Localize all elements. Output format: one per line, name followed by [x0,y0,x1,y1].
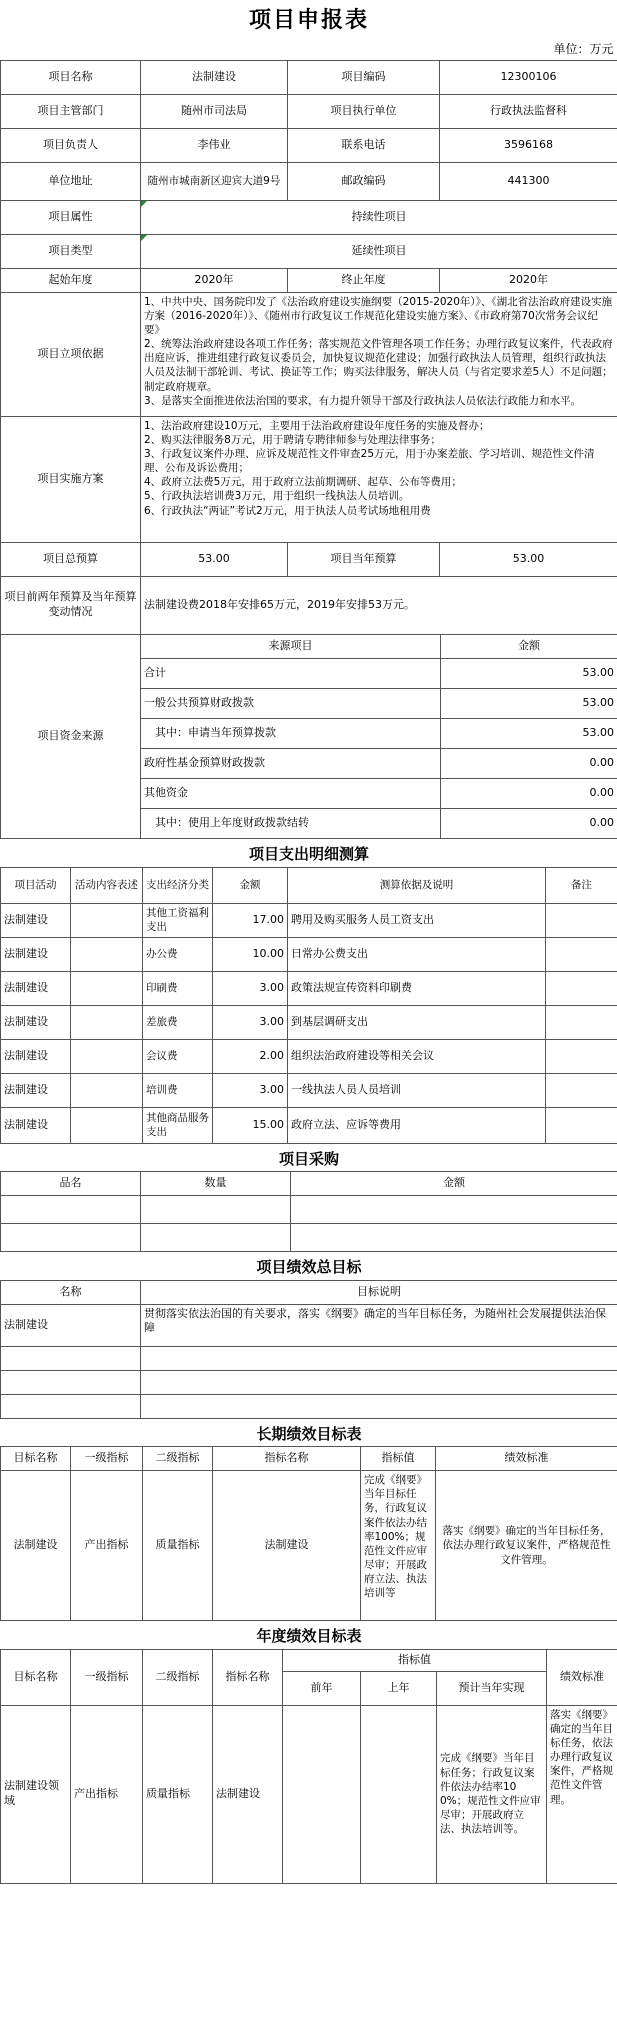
expense-desc [71,971,143,1005]
table-row [1,971,617,1005]
table-row [1,903,617,937]
annual-header-value: 指标值 [283,1649,547,1671]
annual-prev1 [361,1705,437,1883]
procurement-header-item: 品名 [1,1172,141,1196]
owner-value: 李伟业 [141,128,288,162]
funding-row-name: 其中：使用上年度财政拨款结转 [141,809,441,839]
expense-basis: 组织法治政府建设等相关会议 [288,1039,546,1073]
funding-table [0,635,617,840]
annual-standard: 落实《纲要》确定的当年目标任务，依法办理行政复议案件，严格规范性文件管理。 [547,1705,617,1883]
expense-note [546,1005,617,1039]
long-term-header-name: 目标名称 [1,1447,71,1471]
expense-header-amount: 金额 [213,867,288,903]
expense-category: 印刷费 [143,971,213,1005]
funding-source-header: 来源项目 [141,635,441,659]
annual-expected: 完成《纲要》当年目标任务；行政复议案件依法办结率100%；规范性文件应审尽审；开展政府立法、执法培训等。 [437,1705,547,1883]
type-value [141,234,617,268]
annual-header-level1: 一级指标 [71,1649,143,1705]
long-term-header-indicator: 指标名称 [213,1447,361,1471]
type-label: 项目类型 [1,234,141,268]
long-term-value: 完成《纲要》当年目标任务，行政复议案件依法办结率100%；规范性文件应审尽审；开展政府立法、执法培训等 [361,1471,436,1621]
table-row [1,1304,617,1346]
expense-activity: 法制建设 [1,1039,71,1073]
start-label: 起始年度 [1,268,141,292]
table-row [1,1196,617,1224]
expense-basis: 聘用及购买服务人员工资支出 [288,903,546,937]
annual-prev2 [283,1705,361,1883]
table-row [1,1346,617,1370]
expense-amount: 3.00 [213,1073,288,1107]
annual-level2: 质量指标 [143,1705,213,1883]
expense-category: 培训费 [143,1073,213,1107]
expense-note [546,971,617,1005]
expense-note [546,1073,617,1107]
funding-row-amount: 53.00 [441,689,617,719]
phone-label: 联系电话 [288,128,440,162]
expense-amount: 17.00 [213,903,288,937]
expense-basis: 政府立法、应诉等费用 [288,1107,546,1143]
expense-amount: 2.00 [213,1039,288,1073]
basis-label: 项目立项依据 [1,292,141,416]
year-budget-value: 53.00 [440,542,617,576]
funding-row-name: 一般公共预算财政拨款 [141,689,441,719]
expense-activity: 法制建设 [1,1107,71,1143]
project-code-value: 12300106 [440,60,617,94]
annual-title: 年度绩效目标表 [1,1621,617,1649]
funding-row-amount: 53.00 [441,659,617,689]
funding-row-amount: 0.00 [441,749,617,779]
procurement-header-qty: 数量 [141,1172,291,1196]
table-row [1,1107,617,1143]
procurement-title: 项目采购 [1,1144,617,1172]
table-row [1,1224,617,1252]
expense-desc [71,1073,143,1107]
long-term-indicator: 法制建设 [213,1471,361,1621]
perf-total-desc: 贯彻落实依法治国的有关要求，落实《纲要》确定的当年目标任务，为随州社会发展提供法治保障 [141,1304,617,1346]
table-row [1,1394,617,1418]
expense-activity: 法制建设 [1,1005,71,1039]
expense-category: 会议费 [143,1039,213,1073]
funding-row-name: 合计 [141,659,441,689]
funding-label: 项目资金来源 [1,635,141,839]
expense-activity: 法制建设 [1,903,71,937]
change-label: 项目前两年预算及当年预算变动情况 [1,576,141,634]
annual-level1: 产出指标 [71,1705,143,1883]
attr-value-text: 持续性项目 [351,209,407,223]
funding-row-amount: 0.00 [441,779,617,809]
expense-activity: 法制建设 [1,971,71,1005]
annual-header-prev1: 上年 [361,1671,437,1705]
project-info-table [0,0,617,635]
expense-header-desc: 活动内容表述 [71,867,143,903]
long-term-level1: 产出指标 [71,1471,143,1621]
long-term-header-value: 指标值 [361,1447,436,1471]
expense-category: 其他工资福利支出 [143,903,213,937]
annual-header-expected: 预计当年实现 [437,1671,547,1705]
perf-total-title: 项目绩效总目标 [1,1252,617,1280]
funding-row-name: 其他资金 [141,779,441,809]
long-term-name: 法制建设 [1,1471,71,1621]
exec-unit-label: 项目执行单位 [288,94,440,128]
start-value: 2020年 [141,268,288,292]
postcode-value: 441300 [440,162,617,200]
type-value-text: 延续性项目 [351,243,407,257]
perf-total-name: 法制建设 [1,1304,141,1346]
expense-basis: 一线执法人员人员培训 [288,1073,546,1107]
long-term-table [0,1419,617,1622]
funding-row-name: 政府性基金预算财政拨款 [141,749,441,779]
attr-value [141,200,617,234]
expense-amount: 10.00 [213,937,288,971]
expense-category: 办公费 [143,937,213,971]
perf-total-table [0,1252,617,1419]
change-value: 法制建设费2018年安排65万元，2019年安排53万元。 [141,576,617,634]
plan-value: 1、法治政府建设10万元，主要用于法治政府建设年度任务的实施及督办； 2、购买法律服务8万元，用于聘请专聘律师参与处理法律事务； 3、行政复议案件办理、应诉及规范性文件审查25万元，用于办案差旅、学习培训、规范性文件清理、公布及诉讼费用； 4、政府立法费5万元，用于政府立法前期调研、起草、公布等费用； 5、行政执法培训费3万元，用于组织一线执法人员培训。 6、行政执法“两证”考试2万元，用于执法人员考试场地租用费 [141,416,617,542]
annual-header-prev2: 前年 [283,1671,361,1705]
annual-header-indicator: 指标名称 [213,1649,283,1705]
unit-label: 单位：万元 [553,41,614,56]
expense-note [546,1039,617,1073]
table-row [1,1039,617,1073]
expense-basis: 政策法规宣传资料印刷费 [288,971,546,1005]
long-term-standard: 落实《纲要》确定的当年目标任务，依法办理行政复议案件，严格规范性文件管理。 [436,1471,617,1621]
total-budget-value: 53.00 [141,542,288,576]
expense-amount: 15.00 [213,1107,288,1143]
page-title: 项目申报表 [248,8,369,34]
table-row [1,937,617,971]
expense-note [546,1107,617,1143]
dept-value: 随州市司法局 [141,94,288,128]
expense-note [546,903,617,937]
address-value: 随州市城南新区迎宾大道9号 [141,162,288,200]
expense-table [0,839,617,1144]
expense-header-note: 备注 [546,867,617,903]
owner-label: 项目负责人 [1,128,141,162]
annual-header-name: 目标名称 [1,1649,71,1705]
perf-total-header-desc: 目标说明 [141,1280,617,1304]
table-row [1,1471,617,1621]
exec-unit-value: 行政执法监督科 [440,94,617,128]
funding-amount-header: 金额 [441,635,617,659]
year-budget-label: 项目当年预算 [288,542,440,576]
annual-indicator: 法制建设 [213,1705,283,1883]
long-term-level2: 质量指标 [143,1471,213,1621]
expense-category: 其他商品服务支出 [143,1107,213,1143]
expense-header-activity: 项目活动 [1,867,71,903]
table-row [1,1073,617,1107]
expense-desc [71,1039,143,1073]
expense-activity: 法制建设 [1,937,71,971]
expense-amount: 3.00 [213,1005,288,1039]
basis-value: 1、中共中央、国务院印发了《法治政府建设实施纲要（2015-2020年）》、《湖北省法治政府建设实施方案（2016-2020年）》、《随州市行政复议工作规范化建设实施方案》、《市政府第70次常务会议纪要》 2、统筹法治政府建设各项工作任务；落实规范文件管理各项工作任务；办理行政复议案件，代表政府出庭应诉，推进组建行政复议委员会，加快复议规范化建设；加强行政执法人员管理，组织行政执法人员及法制干部轮训、考试、换证等工作；购买法律服务，解决人员（与省定要求差5人）不足问题；制定政府规章。 3、是落实全面推进依法治国的要求，有力提升领导干部及行政执法人员依法行政能力和水平。 [141,292,617,416]
annual-name: 法制建设领域 [1,1705,71,1883]
total-budget-label: 项目总预算 [1,542,141,576]
long-term-header-level1: 一级指标 [71,1447,143,1471]
expense-header-category: 支出经济分类 [143,867,213,903]
project-name-value: 法制建设 [141,60,288,94]
annual-header-level2: 二级指标 [143,1649,213,1705]
expense-header-basis: 测算依据及说明 [288,867,546,903]
expense-note [546,937,617,971]
funding-row-amount: 53.00 [441,719,617,749]
table-row [1,1005,617,1039]
perf-total-header-name: 名称 [1,1280,141,1304]
plan-label: 项目实施方案 [1,416,141,542]
table-row [1,1705,617,1883]
expense-amount: 3.00 [213,971,288,1005]
annual-header-standard: 绩效标准 [547,1649,617,1705]
expense-category: 差旅费 [143,1005,213,1039]
funding-row-name: 其中：申请当年预算拨款 [141,719,441,749]
long-term-header-standard: 绩效标准 [436,1447,617,1471]
end-value: 2020年 [440,268,617,292]
long-term-title: 长期绩效目标表 [1,1419,617,1447]
expense-desc [71,1005,143,1039]
annual-table [0,1621,617,1884]
procurement-table [0,1144,617,1253]
expense-desc [71,1107,143,1143]
project-code-label: 项目编码 [288,60,440,94]
expense-activity: 法制建设 [1,1073,71,1107]
phone-value: 3596168 [440,128,617,162]
project-name-label: 项目名称 [1,60,141,94]
long-term-header-level2: 二级指标 [143,1447,213,1471]
address-label: 单位地址 [1,162,141,200]
expense-desc [71,903,143,937]
expense-title: 项目支出明细测算 [1,839,617,867]
expense-desc [71,937,143,971]
table-row [1,1370,617,1394]
postcode-label: 邮政编码 [288,162,440,200]
expense-basis: 日常办公费支出 [288,937,546,971]
end-label: 终止年度 [288,268,440,292]
funding-row-amount: 0.00 [441,809,617,839]
procurement-header-amount: 金额 [291,1172,617,1196]
dept-label: 项目主管部门 [1,94,141,128]
expense-basis: 到基层调研支出 [288,1005,546,1039]
attr-label: 项目属性 [1,200,141,234]
